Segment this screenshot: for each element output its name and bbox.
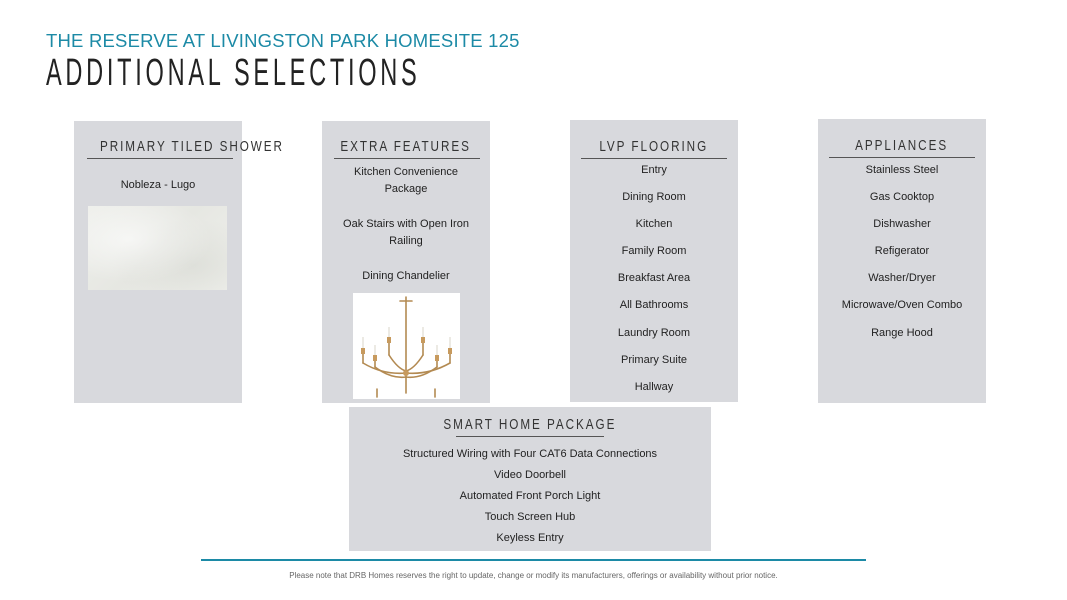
heading-rule <box>829 157 975 158</box>
chandelier-icon <box>353 293 460 399</box>
list-item: Package <box>384 183 428 195</box>
list-item: Family Room <box>621 245 687 257</box>
list-item: Microwave/Oven Combo <box>841 299 963 311</box>
page-subtitle: THE RESERVE AT LIVINGSTON PARK HOMESITE 125 <box>46 30 520 51</box>
card-heading: LVP FLOORING <box>599 138 709 155</box>
list-item: Refigerator <box>874 245 930 257</box>
list-item: Nobleza - Lugo <box>120 179 196 191</box>
list-item: Dining Chandelier <box>362 270 450 282</box>
list-item: Dining Room <box>622 191 686 203</box>
list-item: Keyless Entry <box>496 532 564 544</box>
list-item: Breakfast Area <box>617 272 691 284</box>
list-item: Hallway <box>634 381 674 393</box>
list-item: Gas Cooktop <box>869 191 935 203</box>
card-lvp-flooring <box>570 120 738 402</box>
heading-rule <box>87 158 233 159</box>
list-item: Entry <box>641 164 667 176</box>
heading-rule <box>456 436 604 437</box>
list-item: Kitchen Convenience <box>354 166 458 178</box>
list-item: Video Doorbell <box>494 469 566 481</box>
card-heading: EXTRA FEATURES <box>340 138 472 155</box>
list-item: Dishwasher <box>873 218 931 230</box>
card-heading: SMART HOME PACKAGE <box>443 416 617 433</box>
list-item: Touch Screen Hub <box>484 511 576 523</box>
card-primary-tiled-shower <box>74 121 284 403</box>
card-heading: APPLIANCES <box>855 137 949 154</box>
card-smart-home-package <box>349 407 711 551</box>
heading-rule <box>334 158 480 159</box>
list-item: Railing <box>389 235 423 247</box>
heading-rule <box>581 158 727 159</box>
list-item: Kitchen <box>635 218 673 230</box>
card-heading: PRIMARY TILED SHOWER <box>99 138 284 155</box>
footer-divider <box>201 559 866 561</box>
list-item: Range Hood <box>871 327 933 339</box>
page-title: ADDITIONAL SELECTIONS <box>46 52 421 94</box>
chandelier-image <box>353 293 460 399</box>
list-item: Oak Stairs with Open Iron <box>343 218 469 230</box>
footer-disclaimer: Please note that DRB Homes reserves the right to update, change or modify its manufacturers, offerings or availability without prior notice. <box>289 571 778 580</box>
list-item: Stainless Steel <box>865 164 939 176</box>
list-item: Automated Front Porch Light <box>459 490 601 502</box>
tile-swatch-image <box>88 206 227 290</box>
list-item: Laundry Room <box>617 327 691 339</box>
list-item: Structured Wiring with Four CAT6 Data Connections <box>402 448 658 460</box>
card-appliances <box>818 119 986 403</box>
card-extra-features <box>322 121 490 403</box>
list-item: Washer/Dryer <box>868 272 936 284</box>
list-item: All Bathrooms <box>619 299 689 311</box>
list-item: Primary Suite <box>620 354 688 366</box>
